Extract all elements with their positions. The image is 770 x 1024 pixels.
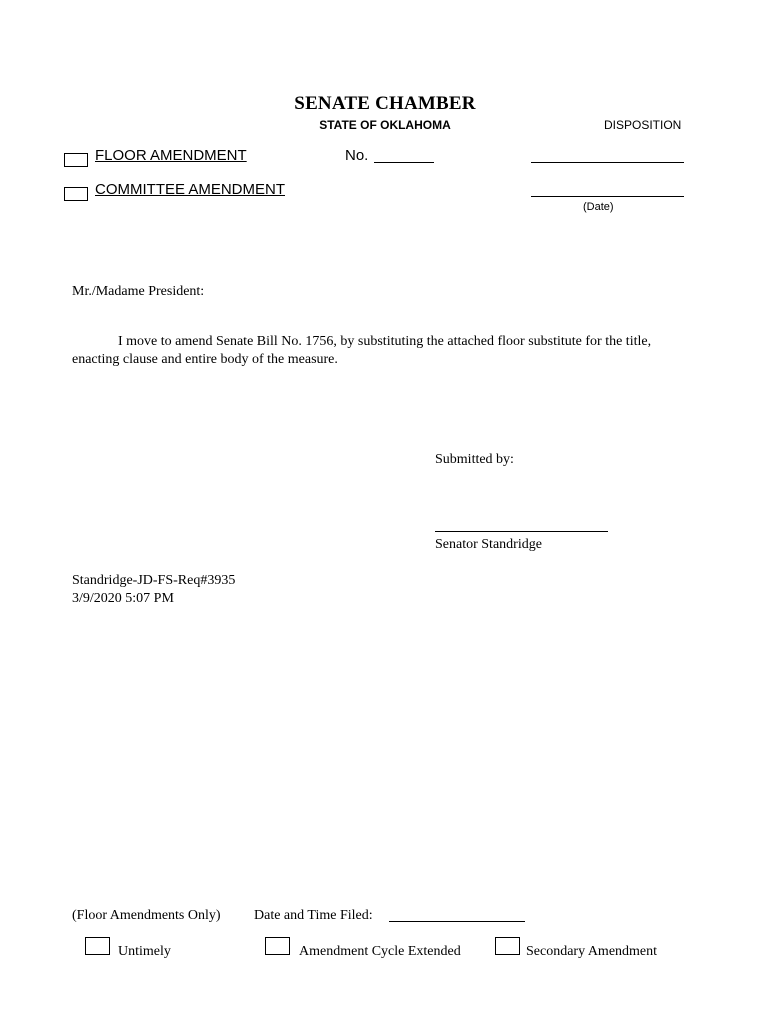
document-title: SENATE CHAMBER <box>294 93 476 114</box>
motion-text-line-1: I move to amend Senate Bill No. 1756, by substituting the attached floor substitute for the title, <box>118 334 652 349</box>
amendment-number-field[interactable] <box>374 162 434 163</box>
amendment-cycle-extended-checkbox[interactable] <box>265 937 290 955</box>
date-caption: (Date) <box>583 201 614 213</box>
floor-amendment-label: FLOOR AMENDMENT <box>95 147 247 164</box>
date-time-filed-label: Date and Time Filed: <box>254 908 373 923</box>
state-subtitle: STATE OF OKLAHOMA <box>319 118 451 132</box>
floor-amendment-checkbox[interactable] <box>64 153 88 167</box>
secondary-amendment-label: Secondary Amendment <box>526 944 658 959</box>
signature-line[interactable] <box>435 531 608 532</box>
amendment-number-label: No. <box>345 147 369 164</box>
secondary-amendment-checkbox[interactable] <box>495 937 520 955</box>
date-time-filed-field[interactable] <box>389 921 525 922</box>
committee-amendment-label: COMMITTEE AMENDMENT <box>95 181 285 198</box>
disposition-date-field[interactable] <box>531 196 684 197</box>
submitted-by-label: Submitted by: <box>435 452 514 467</box>
senator-name: Senator Standridge <box>435 537 542 552</box>
disposition-heading: DISPOSITION <box>604 118 682 132</box>
motion-text-line-2: enacting clause and entire body of the measure. <box>72 352 338 367</box>
untimely-label: Untimely <box>118 944 171 959</box>
salutation: Mr./Madame President: <box>72 284 205 299</box>
disposition-field[interactable] <box>531 162 684 163</box>
request-id: Standridge-JD-FS-Req#3935 <box>72 573 236 588</box>
committee-amendment-checkbox[interactable] <box>64 187 88 201</box>
untimely-checkbox[interactable] <box>85 937 110 955</box>
amendment-cycle-extended-label: Amendment Cycle Extended <box>299 944 461 959</box>
floor-amendments-only-note: (Floor Amendments Only) <box>72 908 221 923</box>
timestamp: 3/9/2020 5:07 PM <box>72 591 174 606</box>
